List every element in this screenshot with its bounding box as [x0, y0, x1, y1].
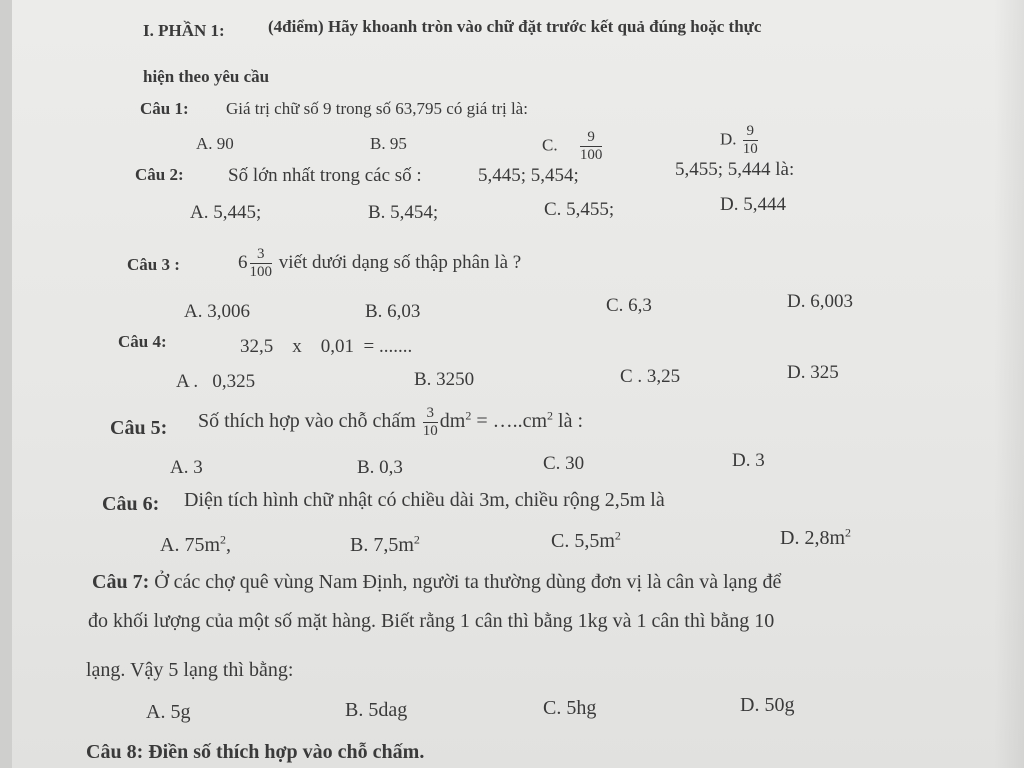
q5-tail: là : — [553, 410, 584, 433]
q2-numbers: 5,445; 5,454; — [478, 165, 579, 186]
q8-label: Câu 8: — [86, 741, 144, 763]
q8-line — [86, 742, 424, 762]
q3-option-d: D. 6,003 — [787, 291, 853, 312]
q1-d-denominator: 10 — [742, 141, 758, 157]
q8-text: Điền số thích hợp vào chỗ chấm. — [148, 741, 425, 763]
q7-option-b: B. 5dag — [345, 699, 408, 721]
q3-option-b: B. 6,03 — [365, 301, 421, 322]
q2-option-c: C. 5,455; — [544, 199, 615, 220]
q6-label: Câu 6: — [102, 493, 160, 515]
q6-option-b — [350, 532, 420, 556]
q1-option-d-letter: D. — [720, 129, 737, 149]
q6-d-exponent: 2 — [845, 525, 851, 540]
q4-option-a: A . 0,325 — [176, 371, 256, 392]
q1-label: Câu 1: — [140, 99, 189, 118]
q6-c-value: C. 5,5m — [551, 530, 615, 552]
q4-option-d: D. 325 — [787, 362, 839, 383]
q1-c-denominator: 100 — [579, 147, 603, 163]
q4-option-c: C . 3,25 — [620, 366, 681, 387]
q1-option-b: B. 95 — [370, 134, 407, 153]
q6-b-exponent: 2 — [413, 532, 420, 547]
q6-option-a — [160, 532, 231, 556]
q7-text-1: Ở các chợ quê vùng Nam Định, người ta thường dùng đơn vị là cân và lạng để — [154, 571, 782, 593]
q4-option-b: B. 3250 — [414, 369, 475, 390]
q3-label: Câu 3 : — [127, 255, 180, 274]
q1-option-c-letter: C. — [542, 135, 558, 155]
q1-text: Giá trị chữ số 9 trong số 63,795 có giá trị là: — [226, 99, 528, 118]
q6-option-c — [551, 528, 621, 552]
q1-option-a: A. 90 — [196, 134, 234, 153]
q7-line-2: đo khối lượng của một số mặt hàng. Biết rằng 1 cân thì bằng 1kg và 1 cân thì bằng 10 — [88, 610, 775, 632]
q4-expression: 32,5 x 0,01 = ....... — [240, 336, 413, 357]
q4-label: Câu 4: — [118, 332, 167, 351]
q5-unit-dm: dm — [439, 410, 466, 433]
q5-denominator: 10 — [422, 423, 438, 439]
q6-c-exponent: 2 — [614, 528, 621, 543]
q3-option-a: A. 3,006 — [184, 301, 250, 322]
q3-denominator: 100 — [249, 264, 272, 280]
q5-dm-exponent: 2 — [465, 408, 472, 423]
q6-text: Diện tích hình chữ nhật có chiều dài 3m, chiều rộng 2,5m là — [184, 489, 665, 511]
q5-fraction — [423, 406, 438, 439]
q5-cm-exponent: 2 — [547, 408, 554, 423]
q6-a-comma: , — [226, 534, 231, 556]
q1-option-d-fraction — [743, 124, 758, 157]
q2-option-b: B. 5,454; — [368, 202, 439, 223]
page-right-shadow — [994, 0, 1024, 768]
q7-option-c: C. 5hg — [543, 697, 597, 719]
q5-option-d: D. 3 — [732, 450, 765, 471]
q5-option-a: A. 3 — [170, 457, 203, 478]
q2-numbers-cont: 5,455; 5,444 là: — [675, 159, 795, 180]
q3-text: viết dưới dạng số thập phân là ? — [278, 251, 522, 273]
page-left-edge — [0, 0, 12, 768]
q7-line-1 — [92, 572, 781, 592]
q1-option-c — [542, 130, 604, 163]
q5-numerator: 3 — [423, 406, 438, 423]
q6-option-d — [780, 525, 851, 549]
q5-text: Số thích hợp vào chỗ chấm — [198, 410, 416, 433]
q2-label: Câu 2: — [135, 165, 184, 184]
q3-mixed-number — [238, 247, 521, 280]
q1-c-numerator: 9 — [580, 130, 603, 147]
q5-option-b: B. 0,3 — [357, 457, 403, 478]
q3-whole: 6 — [238, 251, 248, 273]
q3-fraction — [250, 247, 273, 280]
q3-option-c: C. 6,3 — [606, 295, 652, 316]
q5-question — [198, 406, 583, 439]
q7-option-d: D. 50g — [740, 694, 795, 716]
q7-label: Câu 7: — [92, 571, 150, 593]
q1-d-numerator: 9 — [743, 124, 758, 141]
q1-option-d — [720, 124, 760, 157]
q5-option-c: C. 30 — [543, 453, 585, 474]
q6-a-value: A. 75m — [160, 534, 220, 556]
q2-text: Số lớn nhất trong các số : — [228, 165, 422, 186]
q5-label: Câu 5: — [110, 417, 168, 439]
q2-option-a: A. 5,445; — [190, 202, 262, 223]
part-instruction-cont: hiện theo yêu cầu — [143, 67, 270, 86]
part-heading: I. PHẦN 1: — [143, 21, 225, 40]
q3-numerator: 3 — [250, 247, 273, 264]
q2-option-d: D. 5,444 — [720, 194, 786, 215]
q6-a-exponent: 2 — [220, 532, 226, 547]
q5-blank-cm: = …..cm — [471, 410, 548, 433]
q7-option-a: A. 5g — [146, 701, 191, 723]
q6-d-value: D. 2,8m — [780, 527, 845, 549]
q6-b-value: B. 7,5m — [350, 534, 414, 556]
q7-line-3: lạng. Vậy 5 lạng thì bằng: — [86, 659, 294, 681]
part-instruction: (4điểm) Hãy khoanh tròn vào chữ đặt trước kết quả đúng hoặc thực — [268, 17, 762, 36]
q1-option-c-fraction — [580, 130, 603, 163]
